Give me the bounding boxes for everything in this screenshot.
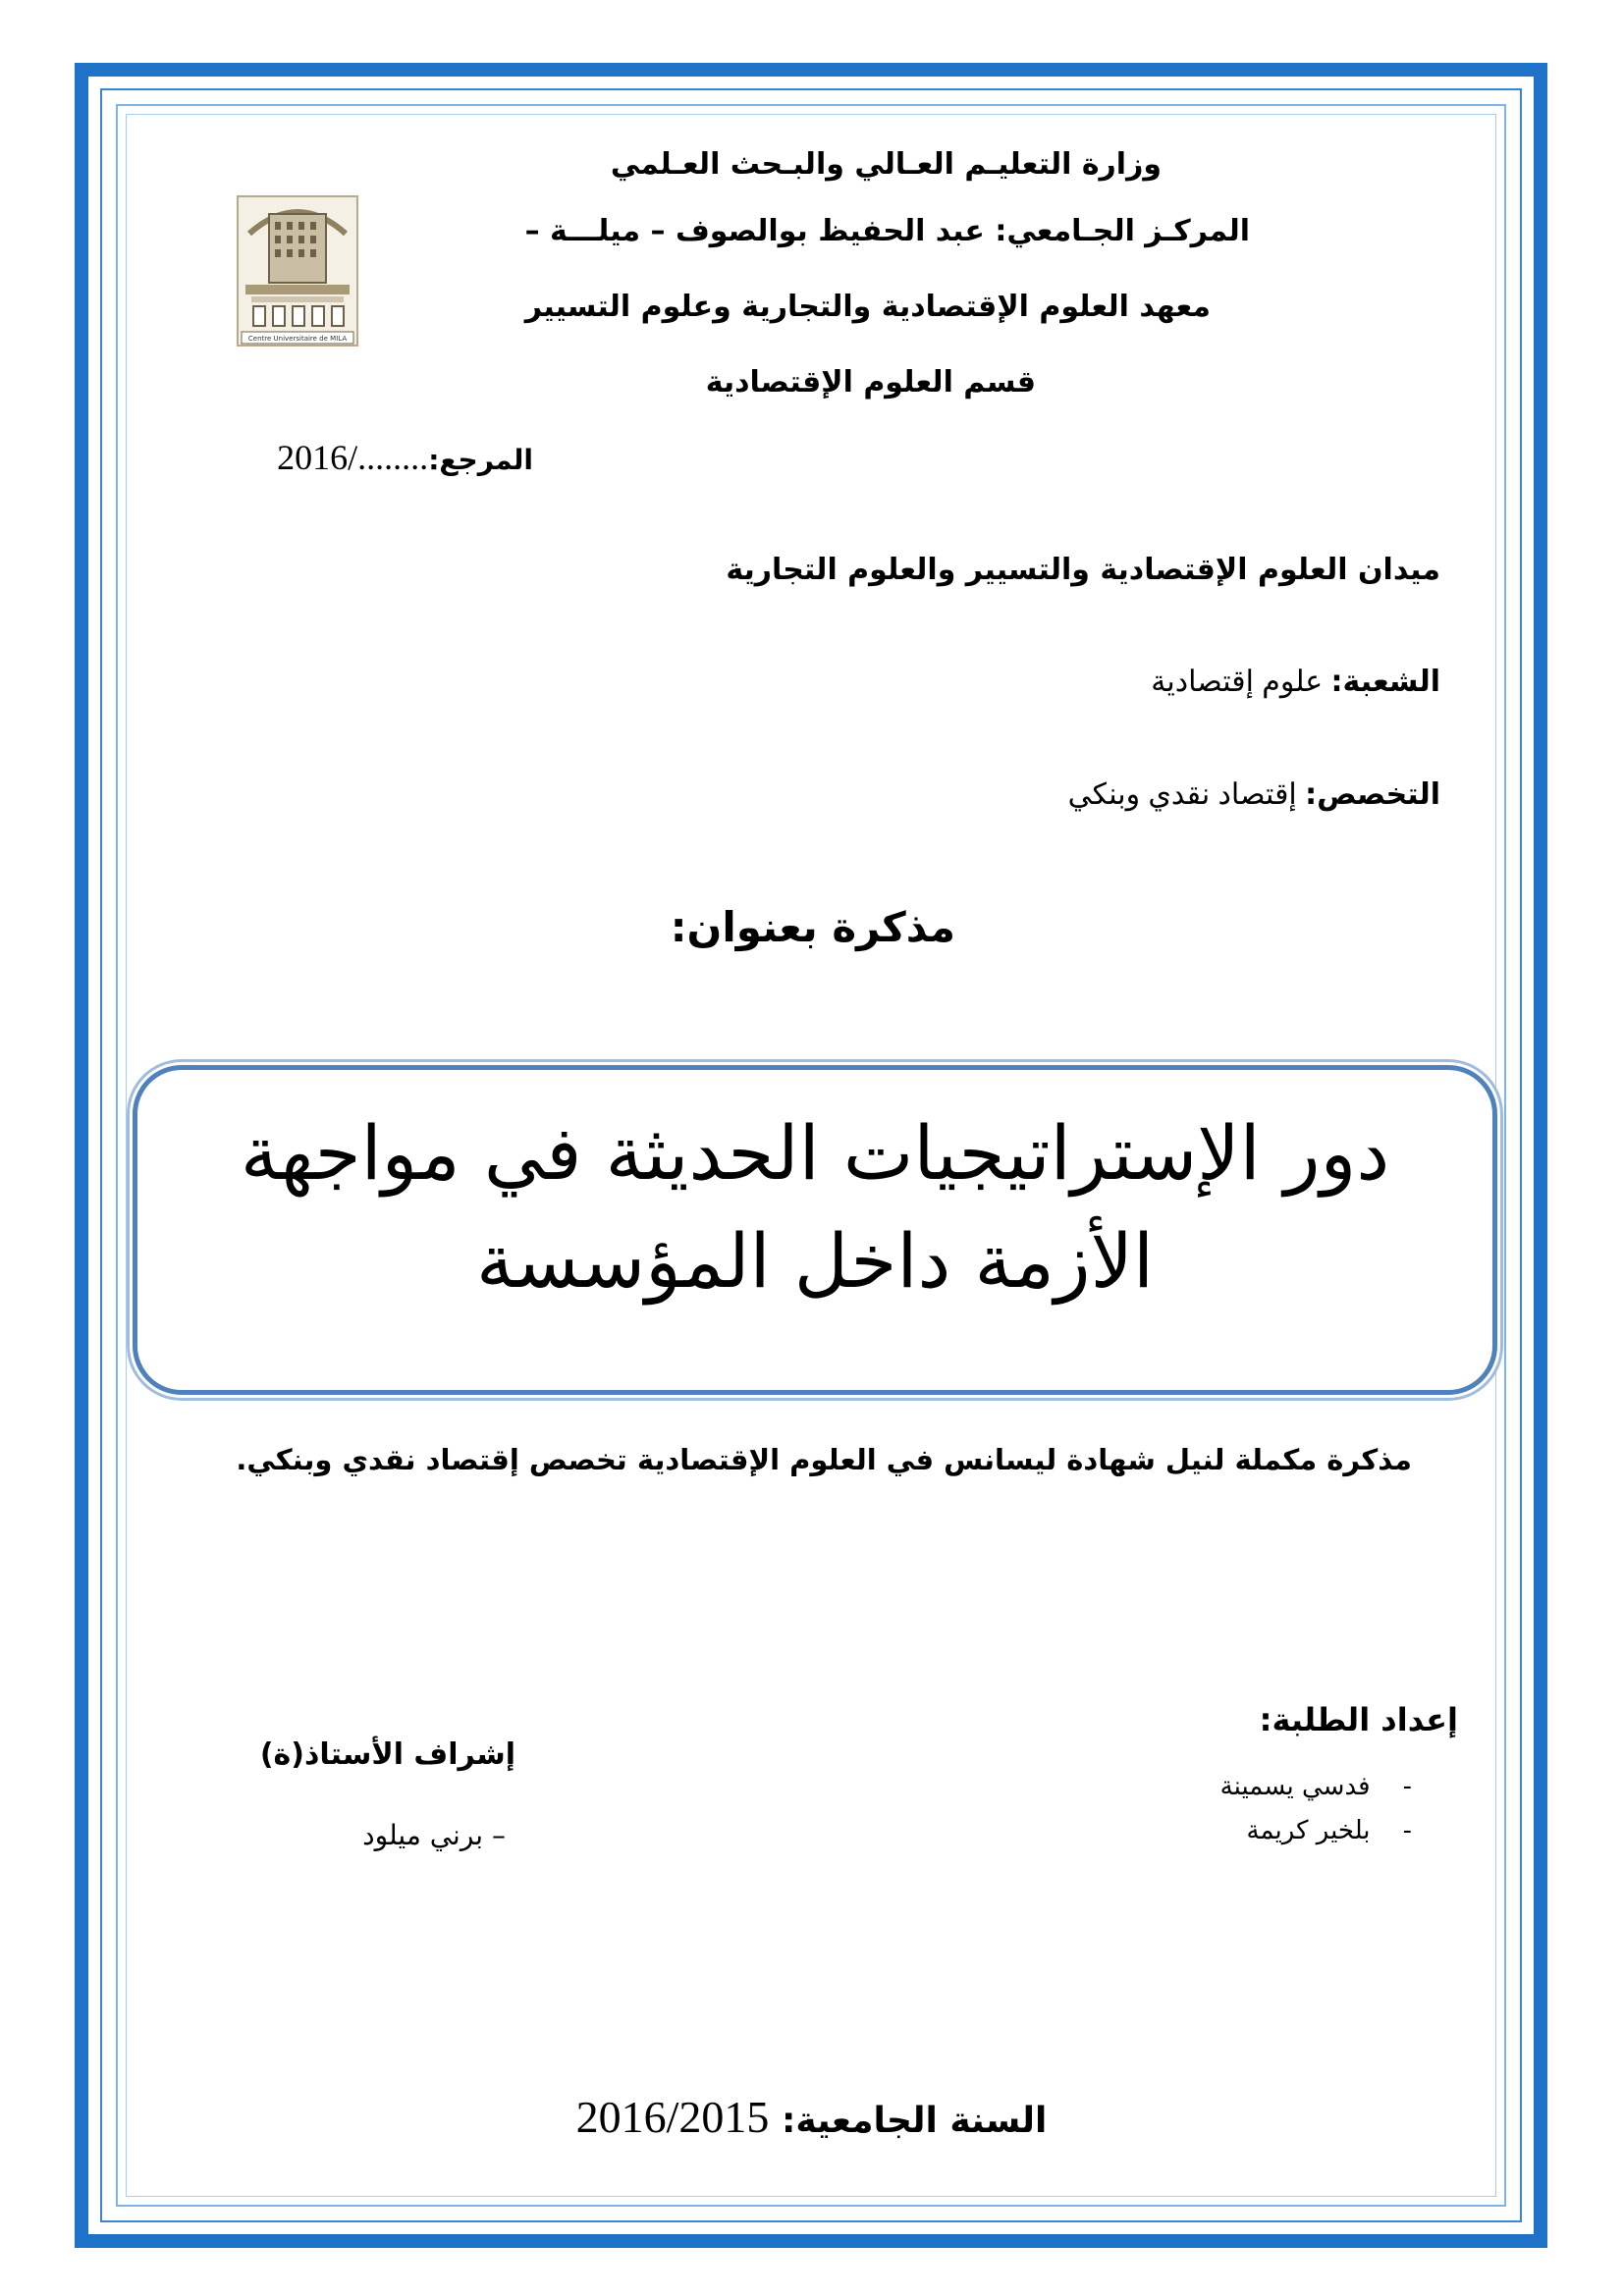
- title-box: [133, 1065, 1497, 1395]
- memo-label: مذكرة بعنوان:: [670, 903, 955, 951]
- bullet-dash: -: [1370, 1816, 1412, 1845]
- academic-year-label: السنة الجامعية:: [769, 2101, 1048, 2141]
- students-label: إعداد الطلبة:: [1259, 1701, 1458, 1738]
- academic-year-value: 2016/2015: [575, 2092, 770, 2142]
- supervisor-name: – برني ميلود: [362, 1819, 506, 1851]
- student-item-2: [1247, 1816, 1412, 1845]
- university-building-icon: [238, 196, 357, 346]
- specialty-line: [1068, 777, 1440, 812]
- academic-year: [0, 2091, 1623, 2143]
- specialty-value: إقتصاد نقدي وبنكي: [1067, 778, 1306, 811]
- reference-label: المرجع:: [428, 444, 533, 476]
- ministry-line: وزارة التعليـم العـالي والبـحث العـلمي: [610, 147, 1162, 182]
- university-logo: [236, 194, 359, 347]
- purpose-line: مذكرة مكملة لنيل شهادة ليسانس في العلوم الإقتصادية تخصص إقتصاد نقدي وبنكي.: [236, 1443, 1412, 1476]
- title-line-2: الأزمة داخل المؤسسة: [475, 1217, 1155, 1305]
- branch-label: الشعبة:: [1330, 665, 1440, 699]
- title-line-1: دور الإستراتيجيات الحديثة في مواجهة: [240, 1109, 1390, 1197]
- branch-line: [1151, 665, 1440, 699]
- supervisor-label: إشراف الأستاذ(ة): [259, 1737, 515, 1772]
- institute-line: معهد العلوم الإقتصادية والتجارية وعلوم التسيير: [524, 290, 1211, 324]
- branch-value: علوم إقتصادية: [1151, 666, 1331, 698]
- domain-line: ميدان العلوم الإقتصادية والتسيير والعلوم التجارية: [726, 553, 1440, 587]
- specialty-label: التخصص:: [1305, 777, 1440, 812]
- student-item-1: [1220, 1772, 1412, 1801]
- university-center-line: المركـز الجـامعي: عبد الحفيظ بوالصوف – ميلـــة –: [524, 214, 1250, 248]
- bullet-dash: -: [1370, 1772, 1412, 1801]
- reference-value: 2016/........: [277, 438, 429, 477]
- reference-number: [277, 437, 533, 478]
- department-line: قسم العلوم الإقتصادية: [705, 365, 1036, 400]
- student-name: بلخير كريمة: [1246, 1816, 1371, 1845]
- student-name: فدسي يسمينة: [1219, 1772, 1371, 1801]
- logo-caption: Centre Universitaire de MILA: [247, 335, 348, 343]
